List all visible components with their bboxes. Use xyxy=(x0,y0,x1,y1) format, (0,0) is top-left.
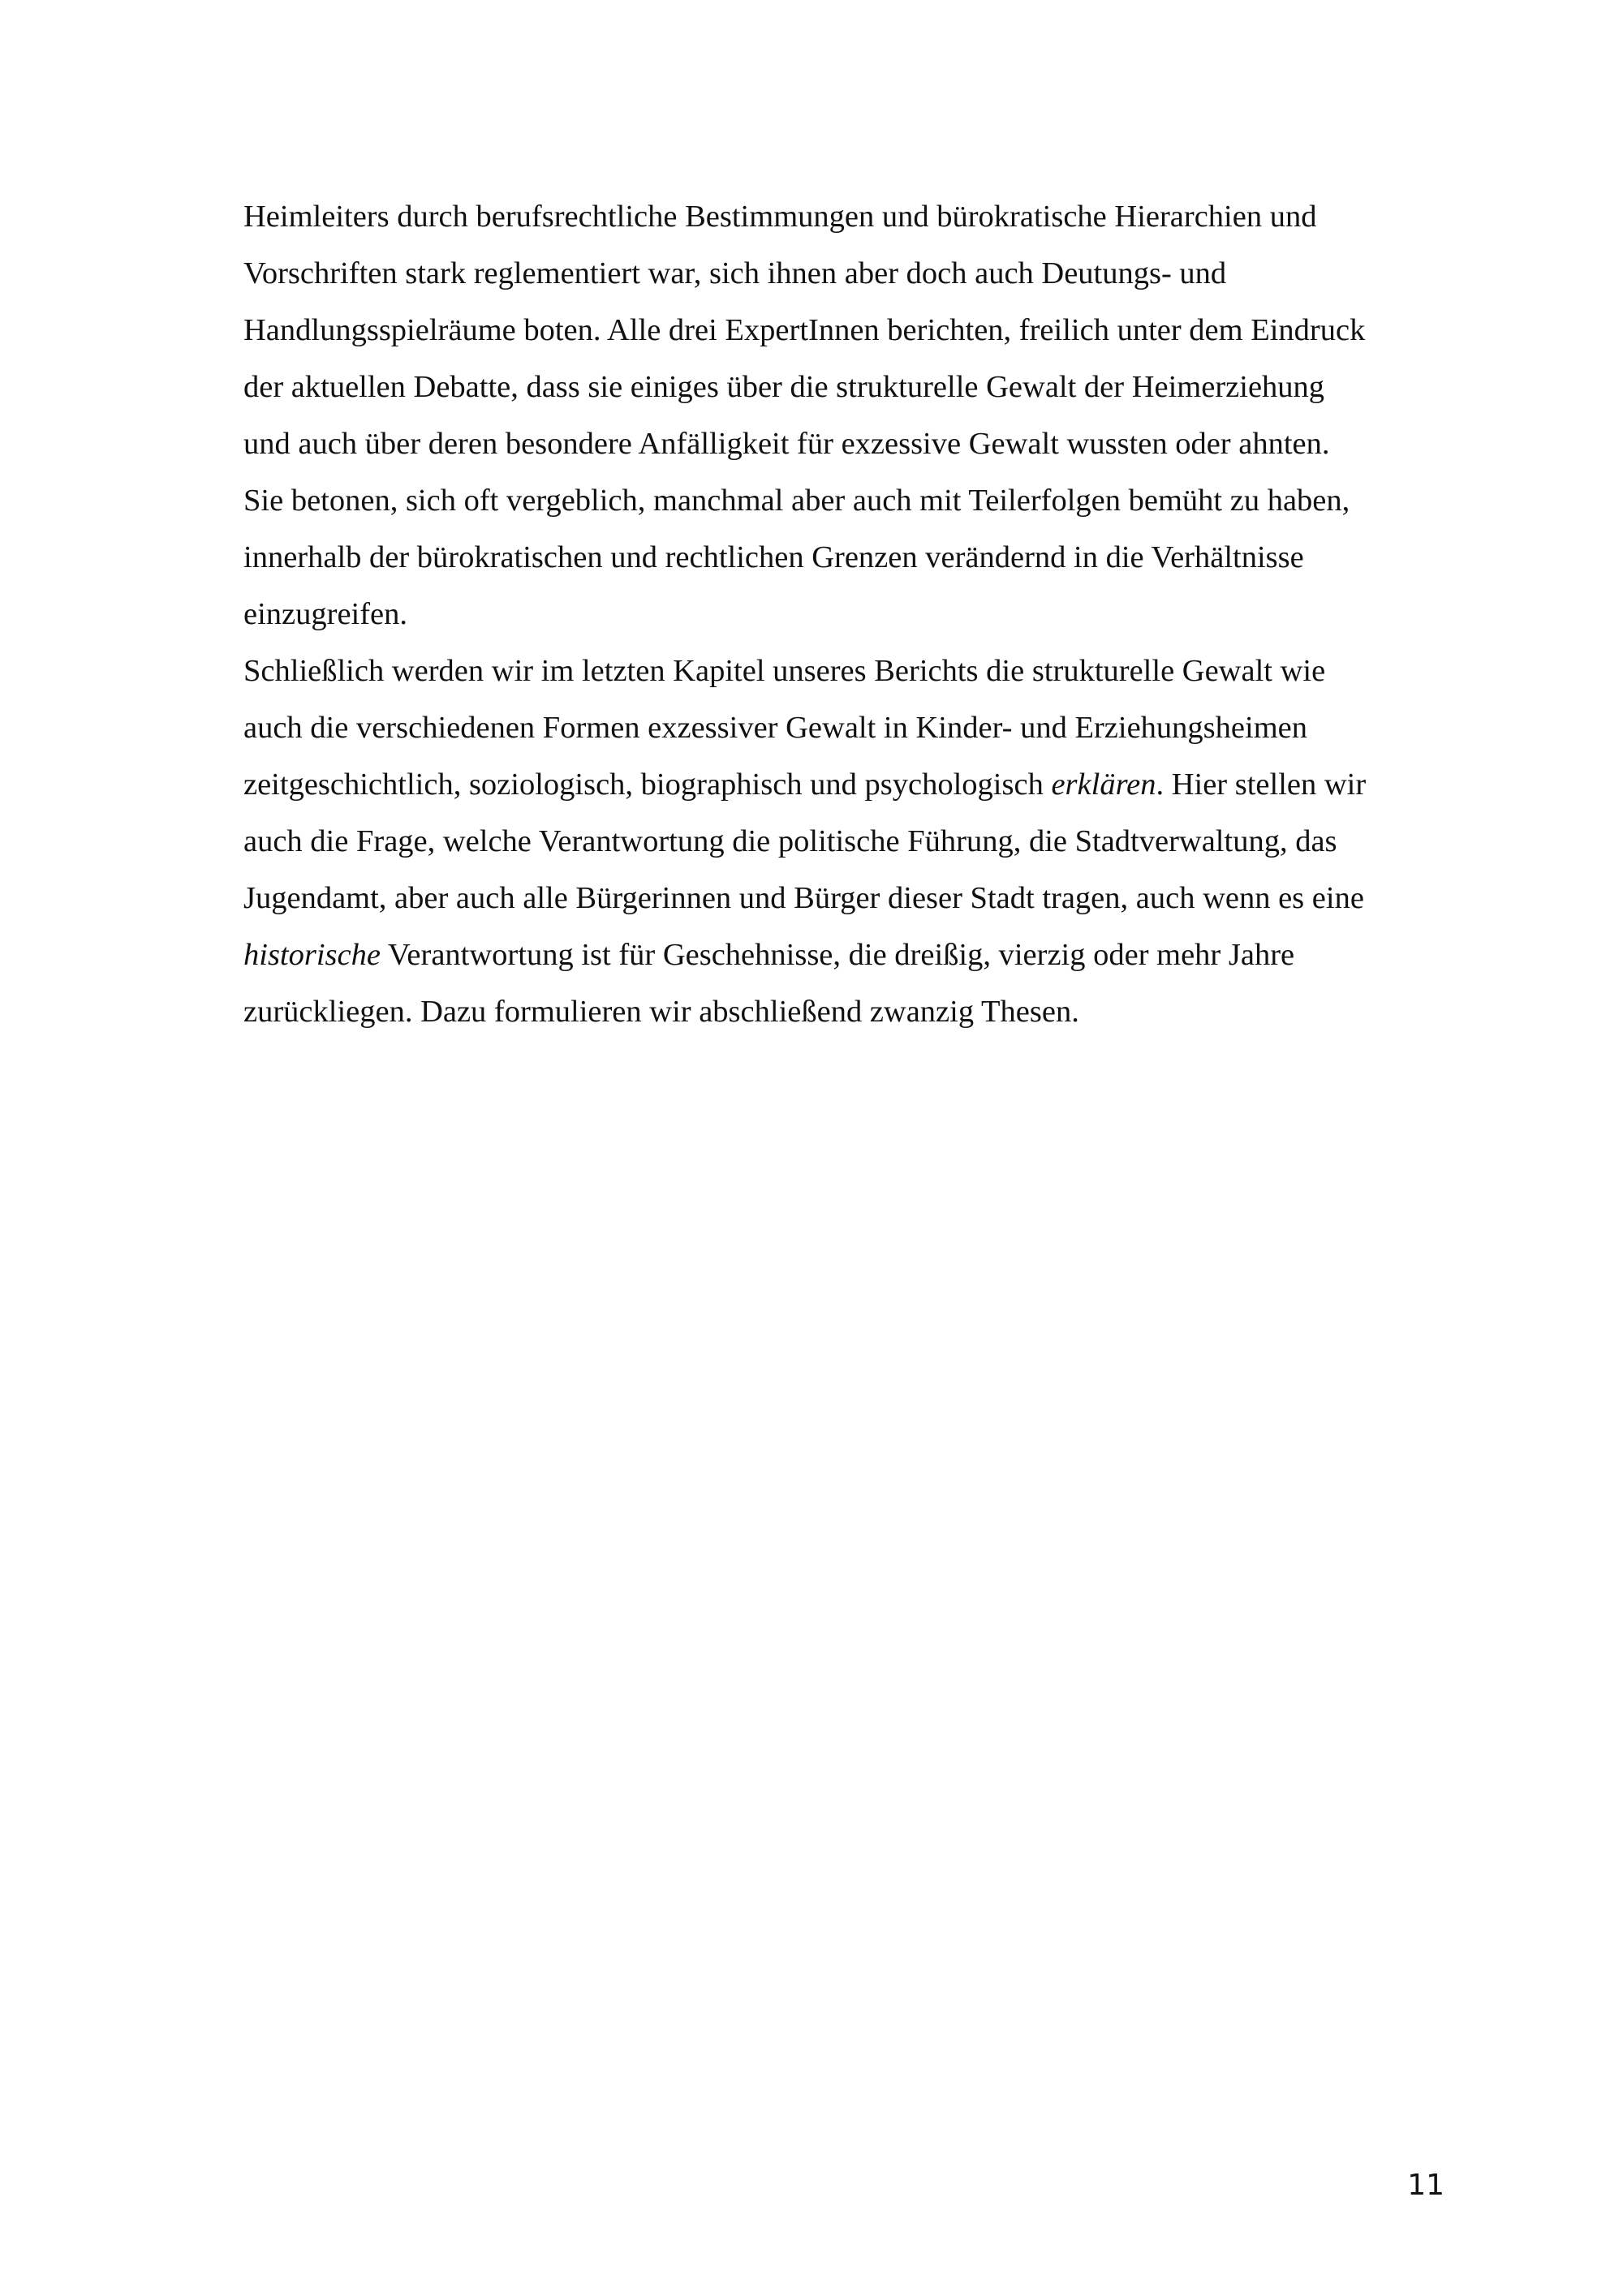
text-line: der aktuellen Debatte, dass sie einiges über die strukturelle Gewalt der Heimerziehung xyxy=(243,370,1325,404)
emphasis-text: erklären xyxy=(1051,767,1156,802)
text-line: innerhalb der bürokratischen und rechtlichen Grenzen verändernd in die Verhältnisse xyxy=(243,540,1304,574)
paragraph-2 xyxy=(243,643,1436,1040)
text-line: einzugreifen. xyxy=(243,597,408,631)
text-line: Schließlich werden wir im letzten Kapitel unseres Berichts die strukturelle Gewalt wie xyxy=(243,654,1326,688)
text-line: auch die verschiedenen Formen exzessiver Gewalt in Kinder- und Erziehungsheimen xyxy=(243,711,1307,745)
text-line: auch die Frage, welche Verantwortung die politische Führung, die Stadtverwaltung, das xyxy=(243,824,1337,858)
text-line: Heimleiters durch berufsrechtliche Bestimmungen und bürokratische Hierarchien und xyxy=(243,200,1317,234)
text-segment: . Hier stellen wir xyxy=(1156,767,1367,802)
page-number: 11 xyxy=(1407,2169,1444,2202)
text-line: Vorschriften stark reglementiert war, sich ihnen aber doch auch Deutungs- und xyxy=(243,256,1227,290)
text-line-with-emphasis xyxy=(243,756,1436,813)
body-text xyxy=(243,188,1436,1040)
text-line: und auch über deren besondere Anfälligkeit für exzessive Gewalt wussten oder ahnten. xyxy=(243,427,1330,461)
emphasis-text: historische xyxy=(243,938,381,972)
paragraph-1 xyxy=(243,188,1436,643)
text-line: zurückliegen. Dazu formulieren wir abschließend zwanzig Thesen. xyxy=(243,995,1079,1029)
text-segment: zeitgeschichtlich, soziologisch, biographisch und psychologisch xyxy=(243,767,1052,802)
text-line: Jugendamt, aber auch alle Bürgerinnen und Bürger dieser Stadt tragen, auch wenn es eine xyxy=(243,881,1364,915)
text-line: Sie betonen, sich oft vergeblich, manchmal aber auch mit Teilerfolgen bemüht zu haben, xyxy=(243,484,1350,518)
text-segment: Verantwortung ist für Geschehnisse, die dreißig, vierzig oder mehr Jahre xyxy=(380,938,1295,972)
text-line: Handlungsspielräume boten. Alle drei ExpertInnen berichten, freilich unter dem Eindruck xyxy=(243,313,1366,347)
text-line-with-emphasis xyxy=(243,927,1436,983)
